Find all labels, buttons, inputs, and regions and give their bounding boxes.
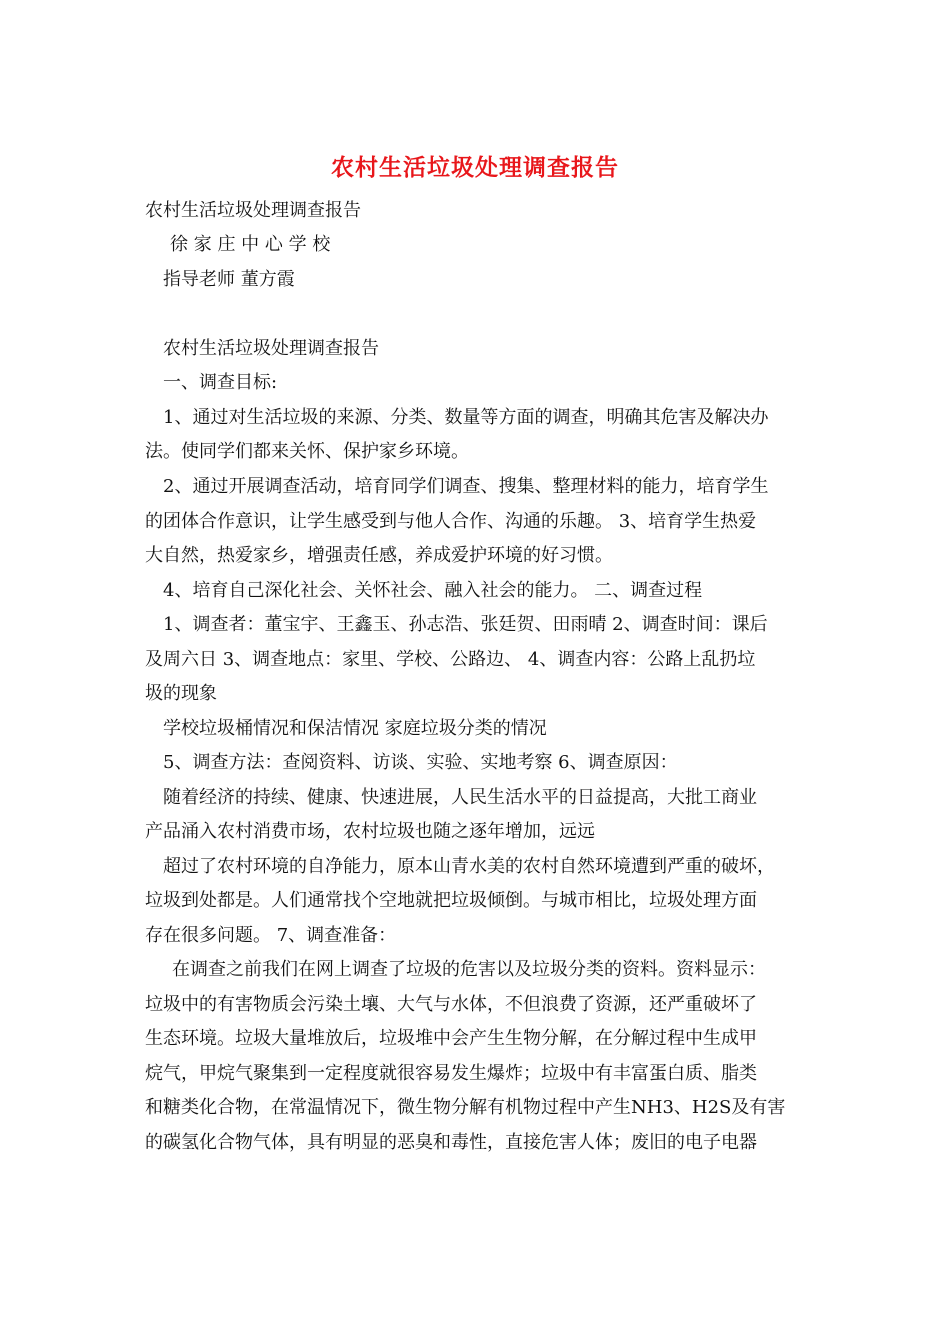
text-line: 农村生活垃圾处理调查报告 [145,200,361,221]
text-line: 烷气，甲烷气聚集到一定程度就很容易发生爆炸；垃圾中有丰富蛋白质、脂类 [145,1063,757,1084]
text-line: 1、调查者：董宝宇、王鑫玉、孙志浩、张廷贺、田雨晴 2、调查时间：课后 [163,614,768,635]
text-line: 产品涌入农村消费市场，农村垃圾也随之逐年增加，远远 [145,821,595,842]
text-line: 超过了农村环境的自净能力，原本山青水美的农村自然环境遭到严重的破坏， [163,856,775,877]
document-title: 农村生活垃圾处理调查报告 [331,154,619,181]
text-line: 5、调查方法：查阅资料、访谈、实验、实地考察 6、调查原因： [163,752,678,773]
text-line: 农村生活垃圾处理调查报告 [163,338,379,359]
text-line: 4、培育自己深化社会、关怀社会、融入社会的能力。 二、调查过程 [163,580,703,601]
text-line: 1、通过对生活垃圾的来源、分类、数量等方面的调查，明确其危害及解决办 [163,407,769,428]
text-line: 2、通过开展调查活动，培育同学们调查、搜集、整理材料的能力，培育学生 [163,476,769,497]
text-line: 及周六日 3、调查地点：家里、学校、公路边、 4、调查内容：公路上乱扔垃 [145,649,756,670]
text-line: 生态环境。垃圾大量堆放后，垃圾堆中会产生生物分解，在分解过程中生成甲 [145,1028,757,1049]
text-line: 垃圾中的有害物质会污染土壤、大气与水体，不但浪费了资源，还严重破坏了 [145,994,757,1015]
text-line: 徐 家 庄 中 心 学 校 [152,234,331,255]
text-line: 圾的现象 [145,683,217,704]
text-line: 随着经济的持续、健康、快速进展，人民生活水平的日益提高，大批工商业 [163,787,757,808]
text-line: 指导老师 董方霞 [163,269,295,290]
text-line: 和糖类化合物，在常温情况下，微生物分解有机物过程中产生NH3、H2S及有害 [145,1097,786,1118]
text-line: 大自然，热爱家乡，增强责任感，养成爱护环境的好习惯。 [145,545,613,566]
text-line: 存在很多问题。 7、调查准备： [145,925,397,946]
text-line: 法。使同学们都来关怀、保护家乡环境。 [145,441,469,462]
text-line: 学校垃圾桶情况和保洁情况 家庭垃圾分类的情况 [163,718,547,739]
text-line: 一、调查目标: [163,372,278,393]
text-line: 的碳氢化合物气体，具有明显的恶臭和毒性，直接危害人体；废旧的电子电器 [145,1132,757,1153]
text-line: 垃圾到处都是。人们通常找个空地就把垃圾倾倒。与城市相比，垃圾处理方面 [145,890,757,911]
text-line: 的团体合作意识，让学生感受到与他人合作、沟通的乐趣。 3、培育学生热爱 [145,511,757,532]
text-line: 在调查之前我们在网上调查了垃圾的危害以及垃圾分类的资料。资料显示： [172,959,766,980]
